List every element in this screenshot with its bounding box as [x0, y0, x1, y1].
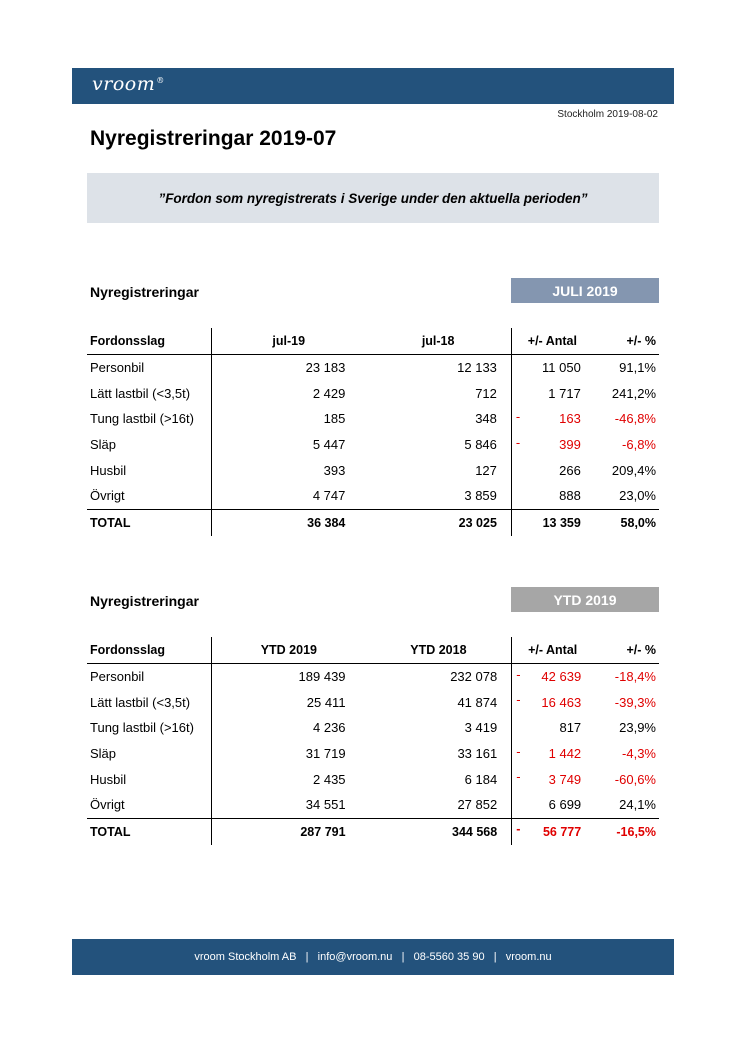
minus-sign: - — [515, 434, 521, 450]
period-badge: JULI 2019 — [511, 278, 659, 303]
delta-count-cell — [512, 818, 593, 844]
monthly-section — [87, 284, 659, 544]
vehicle-type-cell — [87, 689, 212, 715]
delta-count-cell-value: 11 050 — [542, 360, 581, 376]
current-value-cell — [212, 715, 366, 741]
vehicle-type-cell — [87, 509, 212, 535]
minus-sign: - — [516, 769, 521, 785]
vehicle-type-cell-value: Tung lastbil (>16t) — [90, 720, 194, 736]
delta-count-cell-value: 42 639 — [541, 669, 582, 685]
delta-count-cell-value: 56 777 — [542, 824, 582, 839]
table-row — [87, 663, 659, 689]
delta-count-cell — [511, 457, 592, 483]
current-value-cell — [212, 380, 366, 406]
vehicle-type-cell — [87, 715, 212, 741]
table-row — [87, 715, 659, 741]
vehicle-type-cell — [87, 380, 212, 406]
current-value-cell-value: 23 183 — [305, 360, 346, 376]
current-value-cell — [212, 509, 366, 535]
delta-percent-cell — [593, 406, 659, 432]
header-cell: +/- Antal — [511, 328, 592, 354]
vehicle-type-cell-value: Husbil — [90, 771, 127, 787]
delta-count-cell — [511, 509, 592, 535]
delta-percent-cell — [593, 380, 659, 406]
total-row — [87, 818, 659, 844]
previous-value-cell-value: 3 419 — [464, 720, 498, 736]
table-row — [87, 406, 659, 432]
table-row — [87, 483, 659, 509]
logo-text: vroom — [92, 73, 156, 95]
delta-count-cell-value: 1 717 — [548, 385, 581, 401]
current-value-cell — [212, 354, 366, 380]
header-cell: YTD 2018 — [366, 637, 512, 663]
current-value-cell — [212, 663, 366, 689]
delta-percent-cell-value: 23,9% — [619, 720, 656, 736]
vehicle-type-cell-value: Släp — [90, 437, 117, 453]
previous-value-cell-value: 127 — [475, 462, 497, 478]
table-row — [87, 766, 659, 792]
previous-value-cell — [365, 354, 511, 380]
delta-percent-cell — [593, 792, 659, 818]
delta-count-cell-value: 817 — [559, 720, 582, 736]
table-row — [87, 354, 659, 380]
previous-value-cell — [365, 457, 511, 483]
vehicle-type-cell — [87, 457, 212, 483]
delta-count-cell — [512, 689, 593, 715]
delta-count-cell-value: 888 — [559, 488, 581, 504]
delta-percent-cell-value: -46,8% — [614, 411, 656, 427]
current-value-cell — [212, 406, 366, 432]
current-value-cell — [212, 741, 366, 767]
delta-percent-cell — [593, 509, 659, 535]
current-value-cell — [212, 689, 366, 715]
current-value-cell — [212, 432, 366, 458]
total-row — [87, 509, 659, 535]
ytd-table — [87, 637, 659, 845]
vehicle-type-cell — [87, 792, 212, 818]
table-row — [87, 689, 659, 715]
current-value-cell-value: 287 791 — [300, 824, 346, 839]
monthly-table — [87, 328, 659, 536]
current-value-cell-value: 31 719 — [305, 746, 346, 762]
table-header-row — [87, 637, 659, 663]
previous-value-cell-value: 344 568 — [452, 824, 498, 839]
table-header-row — [87, 328, 659, 354]
delta-percent-cell-value: 209,4% — [611, 462, 656, 478]
period-badge: YTD 2019 — [511, 587, 659, 612]
delta-percent-cell-value: -16,5% — [616, 824, 656, 839]
vehicle-type-cell-value: TOTAL — [90, 824, 131, 839]
table-row — [87, 457, 659, 483]
delta-count-cell — [511, 432, 592, 458]
delta-percent-cell — [593, 457, 659, 483]
previous-value-cell-value: 33 161 — [457, 746, 498, 762]
current-value-cell — [212, 792, 366, 818]
page-title: Nyregistreringar 2019-07 — [90, 127, 337, 150]
delta-percent-cell-value: 241,2% — [611, 385, 656, 401]
delta-count-cell — [512, 792, 593, 818]
delta-count-cell-value: 1 442 — [548, 746, 582, 762]
delta-percent-cell — [593, 483, 659, 509]
vehicle-type-cell-value: Tung lastbil (>16t) — [90, 411, 194, 427]
vehicle-type-cell — [87, 818, 212, 844]
delta-percent-cell-value: -6,8% — [622, 437, 656, 453]
previous-value-cell — [366, 689, 512, 715]
previous-value-cell-value: 348 — [475, 411, 497, 427]
vehicle-type-cell — [87, 663, 212, 689]
delta-percent-cell — [593, 354, 659, 380]
header-bar — [72, 68, 674, 104]
header-cell: jul-19 — [212, 328, 366, 354]
section-title: Nyregistreringar — [90, 284, 199, 300]
vehicle-type-cell-value: TOTAL — [90, 515, 131, 530]
delta-count-cell-value: 13 359 — [542, 515, 581, 530]
delta-count-cell-value: 399 — [559, 437, 581, 453]
previous-value-cell-value: 6 184 — [464, 771, 498, 787]
current-value-cell-value: 36 384 — [307, 515, 346, 530]
vehicle-type-cell — [87, 483, 212, 509]
delta-percent-cell-value: -18,4% — [614, 669, 656, 685]
header-cell: +/- % — [593, 328, 659, 354]
current-value-cell-value: 189 439 — [298, 669, 346, 685]
current-value-cell-value: 2 435 — [313, 771, 346, 787]
vehicle-type-cell — [87, 406, 212, 432]
delta-count-cell — [512, 766, 593, 792]
delta-count-cell-value: 3 749 — [548, 771, 582, 787]
section-title: Nyregistreringar — [90, 593, 199, 609]
current-value-cell — [212, 818, 366, 844]
table-row — [87, 741, 659, 767]
delta-percent-cell-value: 23,0% — [619, 488, 656, 504]
vehicle-type-cell — [87, 741, 212, 767]
minus-sign: - — [515, 409, 521, 425]
minus-sign: - — [516, 692, 521, 708]
previous-value-cell — [366, 766, 512, 792]
registered-mark: ® — [156, 75, 165, 85]
vehicle-type-cell-value: Husbil — [90, 462, 127, 478]
current-value-cell-value: 34 551 — [305, 797, 346, 813]
vehicle-type-cell-value: Släp — [90, 746, 117, 762]
footer-bar — [72, 939, 674, 975]
delta-percent-cell-value: 91,1% — [619, 360, 656, 376]
previous-value-cell — [365, 432, 511, 458]
current-value-cell-value: 185 — [323, 411, 346, 427]
header-cell: +/- % — [593, 637, 659, 663]
previous-value-cell — [366, 818, 512, 844]
previous-value-cell — [365, 509, 511, 535]
current-value-cell-value: 393 — [323, 462, 346, 478]
vehicle-type-cell — [87, 766, 212, 792]
delta-count-cell — [511, 354, 592, 380]
previous-value-cell-value: 232 078 — [450, 669, 498, 685]
ytd-section — [87, 593, 659, 853]
previous-value-cell — [366, 741, 512, 767]
minus-sign: - — [516, 821, 521, 836]
vehicle-type-cell-value: Personbil — [90, 360, 145, 376]
delta-count-cell — [511, 483, 592, 509]
delta-count-cell — [512, 741, 593, 767]
delta-count-cell — [511, 380, 592, 406]
delta-count-cell-value: 16 463 — [541, 694, 582, 710]
delta-count-cell — [511, 406, 592, 432]
date-line: Stockholm 2019-08-02 — [557, 109, 658, 120]
delta-percent-cell-value: -39,3% — [614, 694, 656, 710]
current-value-cell-value: 4 236 — [313, 720, 346, 736]
delta-count-cell-value: 266 — [559, 462, 581, 478]
vehicle-type-cell-value: Lätt lastbil (<3,5t) — [90, 385, 191, 401]
previous-value-cell — [365, 380, 511, 406]
previous-value-cell-value: 5 846 — [464, 437, 497, 453]
subtitle-box — [87, 173, 659, 223]
current-value-cell-value: 5 447 — [312, 437, 346, 453]
header-cell: YTD 2019 — [212, 637, 366, 663]
minus-sign: - — [516, 666, 521, 682]
delta-percent-cell — [593, 766, 659, 792]
delta-percent-cell-value: -4,3% — [622, 746, 656, 762]
vehicle-type-cell-value: Lätt lastbil (<3,5t) — [90, 694, 191, 710]
delta-percent-cell — [593, 663, 659, 689]
delta-percent-cell-value: 24,1% — [619, 797, 656, 813]
previous-value-cell-value: 23 025 — [458, 515, 497, 530]
previous-value-cell-value: 12 133 — [457, 360, 497, 376]
minus-sign: - — [516, 743, 521, 759]
previous-value-cell — [366, 792, 512, 818]
vehicle-type-cell — [87, 354, 212, 380]
vehicle-type-cell-value: Övrigt — [90, 488, 125, 504]
previous-value-cell — [365, 406, 511, 432]
delta-percent-cell-value: -60,6% — [614, 771, 656, 787]
previous-value-cell-value: 712 — [475, 385, 497, 401]
vehicle-type-cell-value: Personbil — [90, 669, 145, 685]
previous-value-cell — [366, 663, 512, 689]
previous-value-cell — [366, 715, 512, 741]
delta-percent-cell — [593, 818, 659, 844]
delta-count-cell-value: 163 — [559, 411, 581, 427]
vehicle-type-cell — [87, 432, 212, 458]
footer-text: vroom Stockholm AB | info@vroom.nu | 08-5560 35 90 | vroom.nu — [194, 951, 552, 963]
header-cell: Fordonsslag — [87, 328, 212, 354]
previous-value-cell-value: 27 852 — [457, 797, 498, 813]
current-value-cell — [212, 457, 366, 483]
previous-value-cell-value: 3 859 — [464, 488, 497, 504]
current-value-cell-value: 4 747 — [312, 488, 346, 504]
table-row — [87, 432, 659, 458]
current-value-cell — [212, 483, 366, 509]
delta-count-cell-value: 6 699 — [548, 797, 582, 813]
vehicle-type-cell-value: Övrigt — [90, 797, 125, 813]
vroom-logo — [92, 73, 165, 95]
delta-count-cell — [512, 715, 593, 741]
current-value-cell-value: 2 429 — [312, 385, 346, 401]
current-value-cell — [212, 766, 366, 792]
delta-percent-cell — [593, 715, 659, 741]
table-row — [87, 380, 659, 406]
header-cell: jul-18 — [365, 328, 511, 354]
subtitle-text: ”Fordon som nyregistrerats i Sverige under den aktuella perioden” — [158, 190, 588, 206]
delta-percent-cell — [593, 432, 659, 458]
delta-percent-cell-value: 58,0% — [620, 515, 656, 530]
header-cell: +/- Antal — [512, 637, 593, 663]
previous-value-cell — [365, 483, 511, 509]
previous-value-cell-value: 41 874 — [457, 694, 498, 710]
delta-percent-cell — [593, 741, 659, 767]
delta-count-cell — [512, 663, 593, 689]
delta-percent-cell — [593, 689, 659, 715]
table-row — [87, 792, 659, 818]
header-cell: Fordonsslag — [87, 637, 212, 663]
current-value-cell-value: 25 411 — [306, 694, 346, 710]
